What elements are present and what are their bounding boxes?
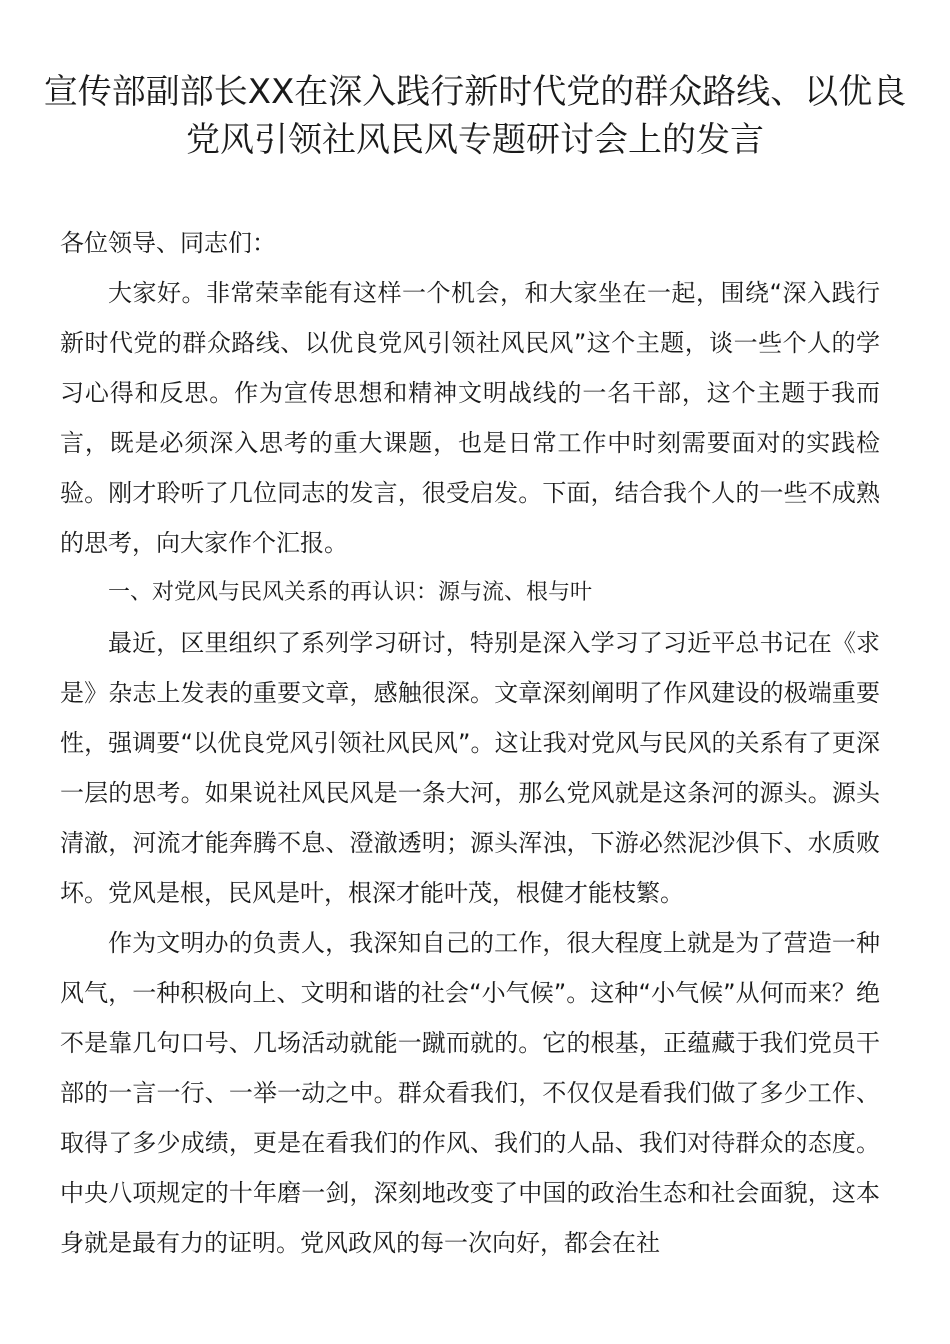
paragraph-intro: 大家好。非常荣幸能有这样一个机会，和大家坐在一起，围绕“深入践行新时代党的群众路线、以优良党风引领社风民风”这个主题，谈一些个人的学习心得和反思。作为宣传思想和精神文明战线的一名干部，这个主题于我而言，既是必须深入思考的重大课题，也是日常工作中时刻需要面对的实践检验。刚才聆听了几位同志的发言，很受启发。下面，结合我个人的一些不成熟的思考，向大家作个汇报。 — [60, 279, 880, 557]
paragraph-source-and-flow: 最近，区里组织了系列学习研讨，特别是深入学习了习近平总书记在《求是》杂志上发表的重要文章，感触很深。文章深刻阐明了作风建设的极端重要性，强调要“以优良党风引领社风民风”。这让我对党风与民风的关系有了更深一层的思考。如果说社风民风是一条大河，那么党风就是这条河的源头。源头清澈，河流才能奔腾不息、澄澈透明；源头浑浊，下游必然泥沙俱下、水质败坏。党风是根，民风是叶，根深才能叶茂，根健才能枝繁。 — [60, 629, 880, 907]
document-title: 宣传部副部长XX在深入践行新时代党的群众路线、以优良党风引领社风民风专题研讨会上的发言 — [43, 72, 907, 160]
section-heading-1: 一、对党风与民风关系的再认识：源与流、根与叶 — [108, 580, 593, 605]
salutation: 各位领导、同志们： — [60, 229, 276, 257]
document-body — [60, 268, 880, 1268]
paragraph-civilization-office: 作为文明办的负责人，我深知自己的工作，很大程度上就是为了营造一种风气，一种积极向上、文明和谐的社会“小气候”。这种“小气候”从何而来？绝不是靠几句口号、几场活动就能一蹴而就的。它的根基，正蕴藏于我们党员干部的一言一行、一举一动之中。群众看我们，不仅仅是看我们做了多少工作、取得了多少成绩，更是在看我们的作风、我们的人品、我们对待群众的态度。中央八项规定的十年磨一剑，深刻地改变了中国的政治生态和社会面貌，这本身就是最有力的证明。党风政风的每一次向好，都会在社 — [60, 929, 880, 1257]
